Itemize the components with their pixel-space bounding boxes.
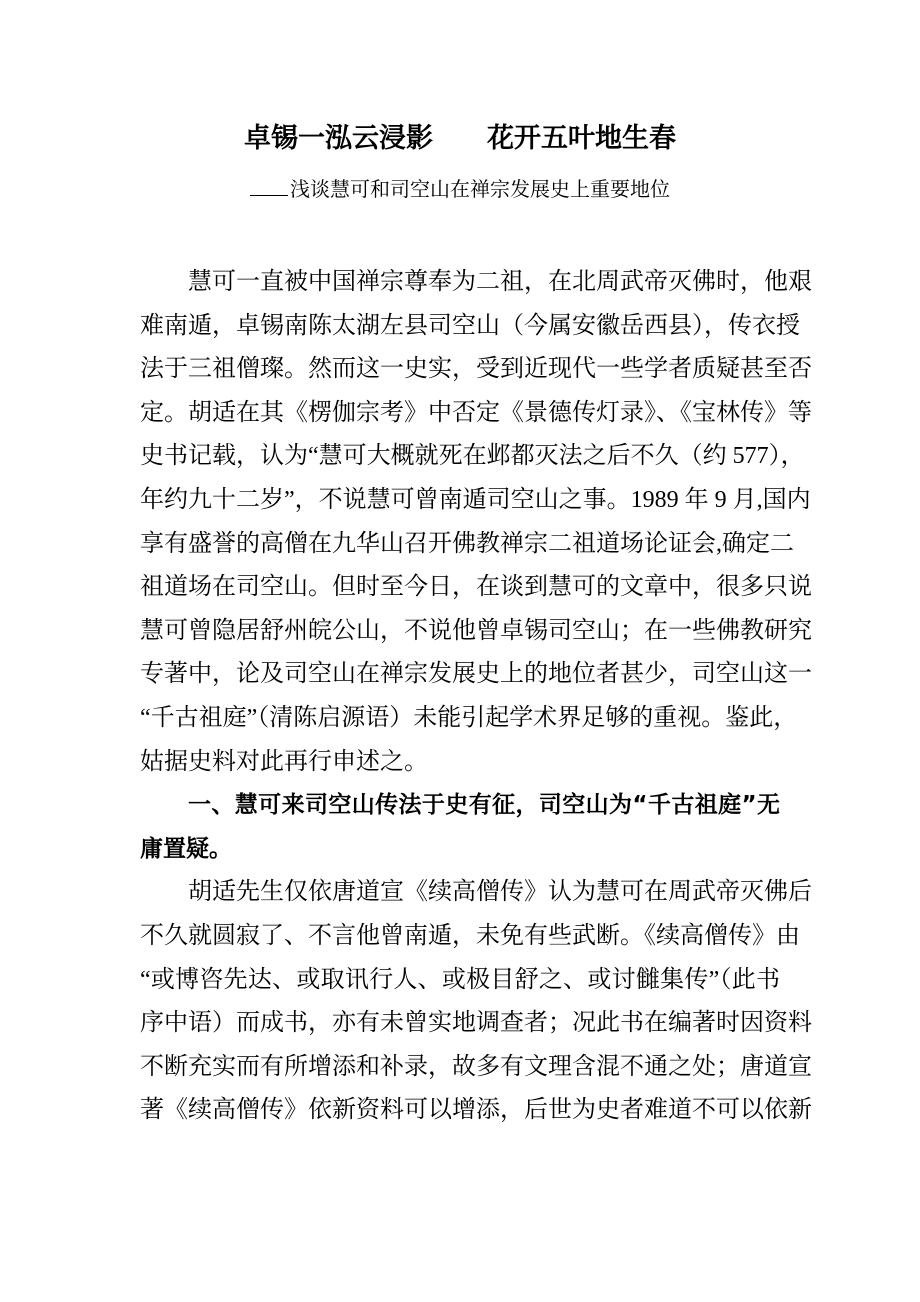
- text-line: “千古祖庭”（清陈启源语）未能引起学术界足够的重视。鉴此，: [140, 704, 798, 731]
- text-line: 慧可曾隐居舒州皖公山，不说他曾卓锡司空山；在一些佛教研究: [140, 617, 812, 644]
- heading-line: 庸置疑。: [140, 835, 232, 862]
- subtitle-underline: [250, 177, 288, 196]
- text-line: 专著中，论及司空山在禅宗发展史上的地位者甚少，司空山这一: [140, 661, 812, 688]
- text-line: 祖道场在司空山。但时至今日，在谈到慧可的文章中，很多只说: [140, 574, 812, 601]
- document-body: [140, 264, 812, 1136]
- text-line: 姑据史料对此再行申述之。: [140, 748, 428, 775]
- text-line: 定。胡适在其《楞伽宗考》中否定《景德传灯录》、《宝林传》等: [140, 399, 812, 426]
- text-line: 不久就圆寂了、不言他曾南遁，未免有些武断。《续高僧传》由: [140, 922, 800, 949]
- text-line: 年约九十二岁”，不说慧可曾南遁司空山之事。1989 年 9 月,国内: [140, 486, 811, 513]
- text-line: 法于三祖僧璨。然而这一史实，受到近现代一些学者质疑甚至否: [140, 356, 812, 383]
- document-subtitle: [0, 173, 920, 202]
- text-line: 不断充实而有所增添和补录，故多有文理含混不通之处；唐道宣: [140, 1053, 812, 1080]
- text-line: 著《续高僧传》依新资料可以增添，后世为史者难道不可以依新: [140, 1097, 812, 1124]
- paragraph-intro: [140, 264, 812, 787]
- text-line: “或博咨先达、或取讯行人、或极目舒之、或讨雠集传”（此书: [140, 966, 780, 993]
- text-line: 享有盛誉的高僧在九华山召开佛教禅宗二祖道场论证会,确定二: [140, 530, 794, 557]
- document-title: 卓锡一泓云浸影 花开五叶地生春: [244, 123, 676, 154]
- section-heading-1: [140, 787, 780, 874]
- paragraph-section-1: [140, 874, 812, 1136]
- heading-line: 一、慧可来司空山传法于史有征，司空山为“千古祖庭”无: [188, 792, 780, 819]
- text-line: 慧可一直被中国禅宗尊奉为二祖，在北周武帝灭佛时，他艰: [188, 269, 812, 295]
- text-line: 胡适先生仅依唐道宣《续高僧传》认为慧可在周武帝灭佛后: [188, 879, 812, 906]
- text-line: 史书记载，认为“慧可大概就死在邺都灭法之后不久（约 577），: [140, 443, 805, 470]
- subtitle-text: 浅谈慧可和司空山在禅宗发展史上重要地位: [290, 177, 670, 201]
- text-line: 难南遁，卓锡南陈太湖左县司空山（今属安徽岳西县），传衣授: [140, 312, 800, 339]
- text-line: 序中语）而成书，亦有未曾实地调查者；况此书在编著时因资料: [140, 1010, 812, 1037]
